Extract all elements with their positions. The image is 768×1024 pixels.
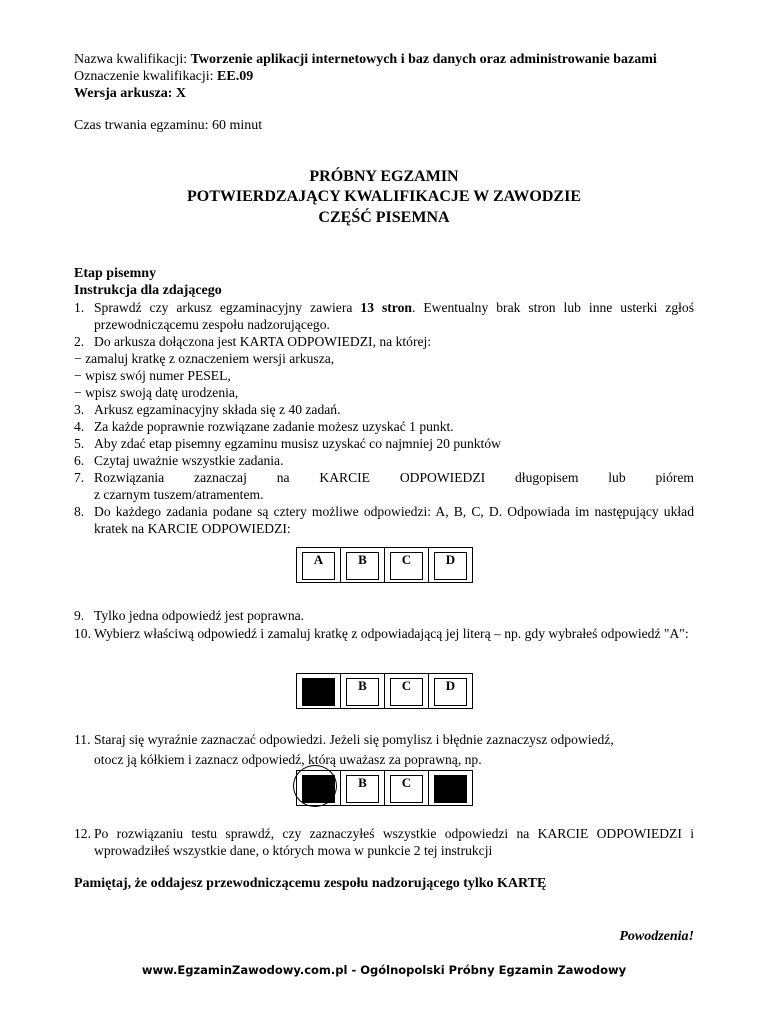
title-line-1: PRÓBNY EGZAMIN [309, 168, 459, 185]
item-number: 10. [74, 626, 91, 641]
instruction-item-3 [74, 401, 694, 418]
reminder-text: Pamiętaj, że oddajesz przewodniczącemu zespołu nadzorującego tylko KARTĘ [74, 876, 547, 891]
answer-box-a-filled [302, 678, 335, 706]
instruction-item-1 [74, 299, 694, 333]
item-text: Do arkusza dołączona jest KARTA ODPOWIEDZI, na której: [94, 334, 432, 349]
answer-cell [341, 674, 385, 708]
footer-text: www.EgzaminZawodowy.com.pl - Ogólnopolski Próbny Egzamin Zawodowy [141, 963, 627, 977]
item-text-bold: 13 stron [360, 300, 412, 315]
section-heading: Etap pisemny [74, 266, 157, 281]
item-text: Wybierz właściwą odpowiedź i zamaluj kratkę z odpowiadającą jej literą – np. gdy wybrałeś odpowiedź "A": [94, 626, 689, 641]
instruction-item-2 [74, 333, 694, 350]
answer-box-d: D [434, 678, 467, 706]
item-text: Arkusz egzaminacyjny składa się z 40 zadań. [94, 402, 341, 417]
instruction-item-5 [74, 435, 694, 452]
exam-duration: Czas trwania egzaminu: 60 minut [74, 118, 263, 133]
item-number: 7. [74, 470, 85, 485]
item-number: 3. [74, 402, 85, 417]
answer-box-b: B [346, 552, 379, 580]
item-number: 1. [74, 300, 85, 315]
good-luck-text: Powodzenia! [619, 929, 694, 944]
instruction-item-4 [74, 418, 694, 435]
item-text: Za każde poprawnie rozwiązane zadanie możesz uzyskać 1 punkt. [94, 419, 454, 434]
title-line-3: CZĘŚĆ PISEMNA [318, 209, 450, 226]
dash-item-2: − wpisz swój numer PESEL, [74, 368, 231, 383]
title-line-2: POTWIERDZAJĄCY KWALIFIKACJE W ZAWODZIE [187, 188, 581, 205]
answer-box-c: C [390, 775, 423, 803]
item-number: 8. [74, 504, 85, 519]
answer-box-a: A [302, 552, 335, 580]
answer-cell [297, 674, 341, 708]
item-text: Sprawdź czy arkusz egzaminacyjny zawiera [94, 300, 361, 315]
qualification-code [74, 68, 253, 85]
item-number: 11. [74, 732, 91, 747]
qualification-code-value: EE.09 [217, 69, 254, 84]
item-text: Po rozwiązaniu testu sprawdź, czy zaznaczyłeś wszystkie odpowiedzi na KARCIE ODPOWIEDZI i wprowadziłeś wszystkie dane, o których mowa w punkcie 2 tej instrukcji [94, 826, 694, 858]
answer-box-b: B [346, 678, 379, 706]
instruction-item-7 [74, 469, 694, 503]
sheet-version: Wersja arkusza: X [74, 86, 186, 101]
answer-box-d: D [434, 552, 467, 580]
item-number: 4. [74, 419, 85, 434]
item-text: z czarnym tuszem/atramentem. [94, 487, 264, 502]
qualification-name-label: Nazwa kwalifikacji: [74, 52, 191, 67]
instruction-item-12 [74, 825, 694, 859]
answer-cell [341, 548, 385, 582]
answer-cell [429, 548, 472, 582]
qualification-code-label: Oznaczenie kwalifikacji: [74, 69, 218, 84]
correction-circle [293, 765, 337, 807]
instructions-heading: Instrukcja dla zdającego [74, 283, 222, 298]
answer-box-b: B [346, 775, 379, 803]
instruction-item-8 [74, 503, 694, 537]
answer-cell [385, 771, 429, 805]
answer-box-c: C [390, 552, 423, 580]
instruction-item-9 [74, 607, 694, 624]
dash-item-3: − wpisz swoją datę urodzenia, [74, 385, 239, 400]
answer-grid-example-marked [296, 673, 473, 709]
instruction-item-10 [74, 625, 694, 642]
item-text: . Ewentualny brak stron lub inne usterki zgłoś przewodniczącemu zespołu nadzorującego. [94, 300, 694, 332]
item-number: 2. [74, 334, 85, 349]
answer-cell [341, 771, 385, 805]
answer-cell [385, 674, 429, 708]
instruction-item-11 [74, 731, 694, 768]
answer-grid-example-empty [296, 547, 473, 583]
item-text: Aby zdać etap pisemny egzaminu musisz uzyskać co najmniej 20 punktów [94, 436, 501, 451]
item-text: otocz ją kółkiem i zaznacz odpowiedź, którą uważasz za poprawną, np. [94, 752, 482, 767]
answer-grid-example-corrected [296, 770, 473, 806]
answer-cell [297, 771, 341, 805]
item-text: Rozwiązania zaznaczaj na KARCIE ODPOWIEDZI długopisem lub piórem [94, 470, 694, 485]
item-number: 9. [74, 608, 85, 623]
answer-cell [429, 674, 472, 708]
qualification-name-value: Tworzenie aplikacji internetowych i baz danych oraz administrowanie bazami [190, 52, 657, 67]
answer-cell [297, 548, 341, 582]
item-number: 12. [74, 826, 91, 841]
item-number: 5. [74, 436, 85, 451]
item-text: Czytaj uważnie wszystkie zadania. [94, 453, 284, 468]
answer-box-c: C [390, 678, 423, 706]
item-text: Staraj się wyraźnie zaznaczać odpowiedzi. Jeżeli się pomylisz i błędnie zaznaczysz odpowiedź, [94, 732, 614, 747]
instruction-item-6 [74, 452, 694, 469]
qualification-name [74, 51, 657, 68]
item-text: Do każdego zadania podane są cztery możliwe odpowiedzi: A, B, C, D. Odpowiada im następujący układ kratek na KARCIE ODPOWIEDZI: [94, 504, 694, 536]
answer-cell [385, 548, 429, 582]
answer-cell [429, 771, 472, 805]
item-text: Tylko jedna odpowiedź jest poprawna. [94, 608, 305, 623]
item-number: 6. [74, 453, 85, 468]
dash-item-1: − zamaluj kratkę z oznaczeniem wersji arkusza, [74, 351, 335, 366]
answer-box-d-filled [434, 775, 467, 803]
